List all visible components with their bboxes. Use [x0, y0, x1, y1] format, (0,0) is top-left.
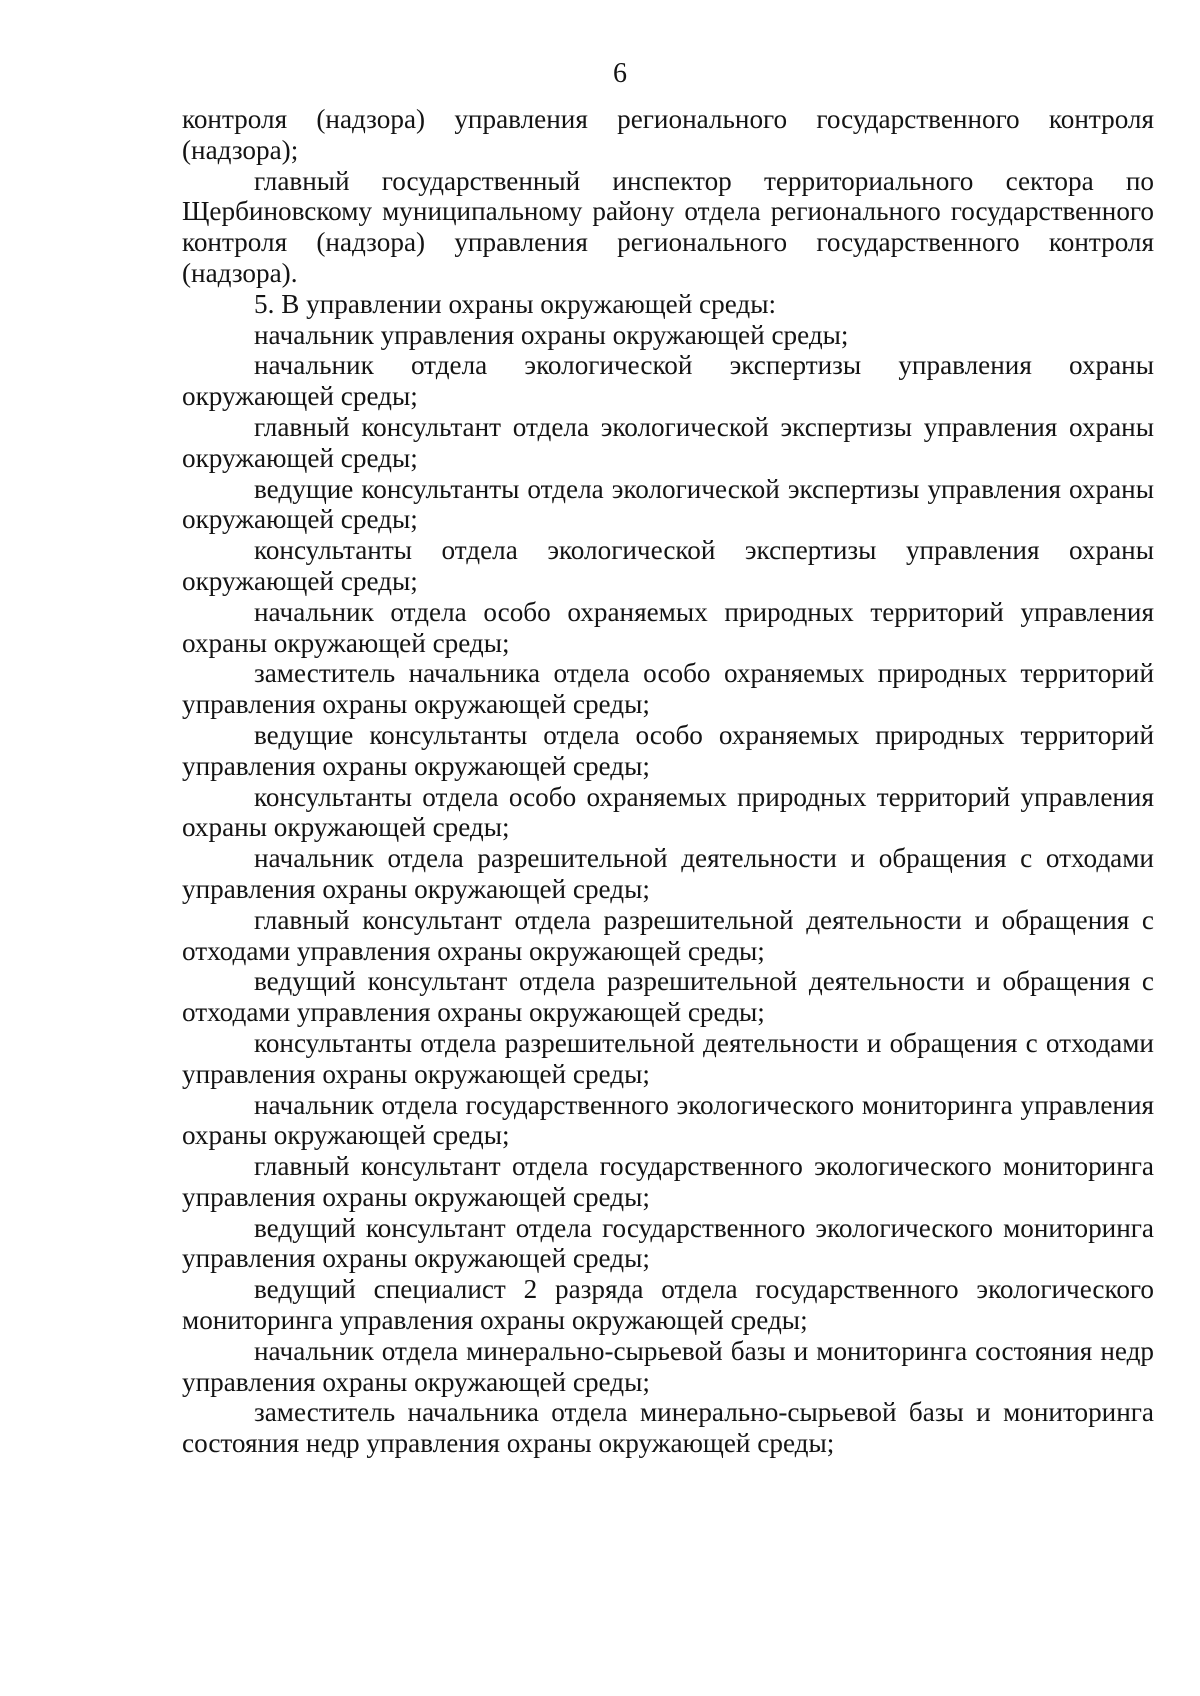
- paragraph: ведущие консультанты отдела особо охраняемых природных территорий управления охраны окружающей среды;: [182, 719, 1154, 781]
- paragraph: 5. В управлении охраны окружающей среды:: [254, 288, 777, 319]
- paragraph: главный консультант отдела государственного экологического мониторинга управления охраны окружающей среды;: [182, 1151, 1154, 1212]
- paragraph: начальник отдела разрешительной деятельности и обращения с отходами управления охраны окружающей среды;: [182, 843, 1154, 904]
- paragraph: начальник отдела особо охраняемых природных территорий управления охраны окружающей среды;: [182, 596, 1154, 658]
- paragraph: начальник отдела экологической экспертизы управления охраны окружающей среды;: [182, 350, 1154, 412]
- paragraph: консультанты отдела экологической экспертизы управления охраны окружающей среды;: [182, 535, 1154, 596]
- page-number: 6: [613, 58, 627, 89]
- paragraph: главный консультант отдела разрешительной деятельности и обращения с отходами управления охраны окружающей среды;: [182, 904, 1154, 966]
- paragraph: ведущий специалист 2 разряда отдела государственного экологического мониторинга управления охраны окружающей среды;: [182, 1274, 1154, 1336]
- paragraph: главный консультант отдела экологической экспертизы управления охраны окружающей среды;: [182, 411, 1154, 473]
- paragraph: главный государственный инспектор территориального сектора по Щербиновскому муниципальному району отдела регионального государственного контроля (надзора) управления регионального государственного контроля (надзора).: [182, 165, 1154, 288]
- paragraph: начальник отдела государственного экологического мониторинга управления охраны окружающей среды;: [182, 1089, 1154, 1151]
- paragraph: ведущий консультант отдела разрешительной деятельности и обращения с отходами управления охраны окружающей среды;: [182, 966, 1154, 1028]
- paragraph: контроля (надзора) управления регионального государственного контроля (надзора);: [182, 104, 1154, 165]
- paragraph: консультанты отдела особо охраняемых природных территорий управления охраны окружающей среды;: [182, 781, 1154, 843]
- document-body: [182, 104, 1154, 1459]
- paragraph: ведущий консультант отдела государственного экологического мониторинга управления охраны окружающей среды;: [182, 1212, 1154, 1274]
- paragraph: консультанты отдела разрешительной деятельности и обращения с отходами управления охраны окружающей среды;: [182, 1027, 1154, 1089]
- paragraph: ведущие консультанты отдела экологической экспертизы управления охраны окружающей среды;: [182, 473, 1154, 535]
- paragraph: заместитель начальника отдела особо охраняемых природных территорий управления охраны окружающей среды;: [182, 658, 1154, 720]
- paragraph: заместитель начальника отдела минерально-сырьевой базы и мониторинга состояния недр управления охраны окружающей среды;: [182, 1397, 1154, 1459]
- paragraph: начальник управления охраны окружающей среды;: [254, 319, 849, 350]
- paragraph: начальник отдела минерально-сырьевой базы и мониторинга состояния недр управления охраны окружающей среды;: [182, 1335, 1154, 1397]
